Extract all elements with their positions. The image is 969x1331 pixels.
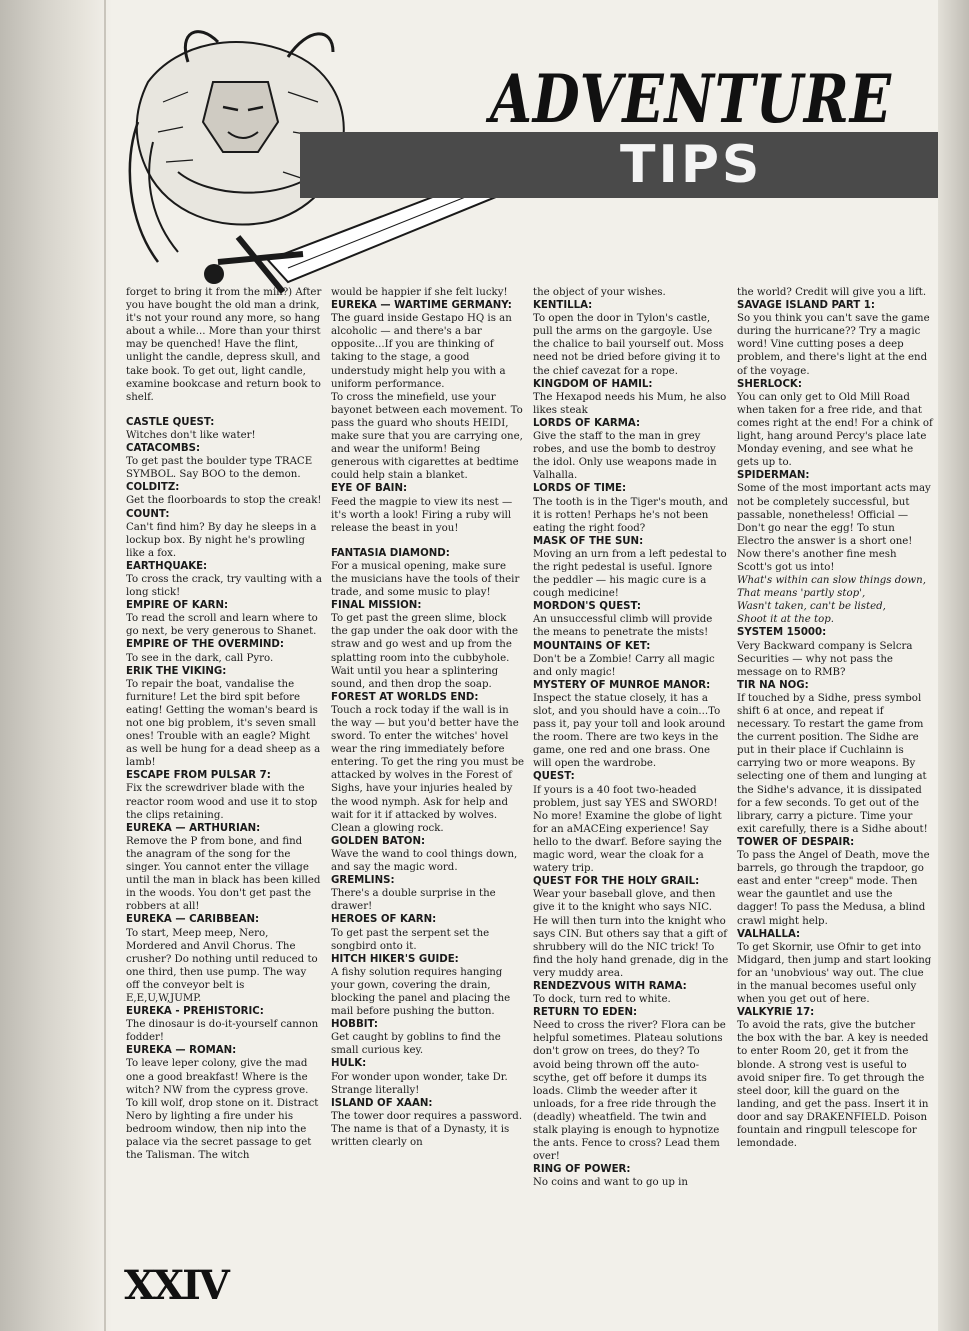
tip-heading: ISLAND OF XAAN: (331, 1097, 433, 1109)
tip-heading: FOREST AT WORLDS END: (331, 691, 479, 703)
tip-text: To get past the green slime, block the gap under the oak door with the straw and go west and up from the splatting room into the cubbyhole. Wait until you hear a splintering sound, and then drop the soap. (331, 613, 519, 690)
tip-text: Get the floorboards to stop the creak! (126, 495, 322, 507)
column-3 (533, 286, 729, 1189)
tip-text: Get caught by goblins to find the small curious key. (331, 1032, 501, 1057)
tip-text: The guard inside Gestapo HQ is an alcoholic — and there's a bar opposite...If you are thinking of taking to the stage, a good understudy might help you with a uniform performance. (331, 313, 512, 390)
tip-heading: HEROES OF KARN: (331, 914, 437, 926)
tip-verse-line: Wasn't taken, can't be listed, (737, 601, 886, 613)
tip-heading: MASK OF THE SUN: (533, 535, 644, 547)
tip-text: For wonder upon wonder, take Dr. Strange literally! (331, 1071, 508, 1096)
tip-text: Inspect the statue closely, it has a slot, and you should have a coin...To pass it, pay your toll and look around the room. There are two keys in the game, one red and one brass. One will open the wardrobe. (533, 692, 726, 770)
tip-text: Touch a rock today if the wall is in the way — but you'd better have the sword. To enter the witches' hovel wear the ring immediately before entering. To get the ring you must be attacked by wolves in the Forest of Sighs, have your injuries healed by the wood nymph. Ask for help and wait for it if attacked by wolves. Clean a glowing rock. (331, 704, 525, 834)
tip-text: To open the door in Tylon's castle, pull the arms on the gargoyle. Use the chalice to bail yourself out. Moss need not be dried before giving it to the chief cavezat for a rope. (533, 313, 724, 377)
tip-text: To dock, turn red to white. (533, 994, 671, 1006)
tip-text: The Hexapod needs his Mum, he also likes steak (533, 391, 727, 416)
tip-heading: SPIDERMAN: (737, 470, 810, 482)
tip-heading: CATACOMBS: (126, 443, 201, 455)
tip-text: To cross the minefield, use your bayonet between each movement. To pass the guard who shouts HEIDI, make sure that you are carrying one, and wear the uniform! Being generous with cigarettes at bedtime could help stain a blanket. (331, 391, 523, 482)
tip-heading: FINAL MISSION: (331, 600, 422, 612)
tip-heading: LORDS OF TIME: (533, 483, 627, 495)
tip-text: If yours is a 40 foot two-headed problem, just say YES and SWORD! No more! Examine the globe of light for an aMACEing experience! Say hello to the dwarf. Before saying the magic word, wear the cloak for a watery trip. (533, 784, 722, 875)
tip-heading: EUREKA — CARIBBEAN: (126, 914, 260, 926)
tip-heading: QUEST FOR THE HOLY GRAIL: (533, 876, 700, 888)
tip-heading: SHERLOCK: (737, 378, 802, 390)
column-1 (126, 286, 322, 1162)
page-title: ADVENTURE (490, 60, 892, 138)
binding-crease (104, 0, 106, 1331)
tip-text: To read the scroll and learn where to go next, be very generous to Shanet. (126, 613, 318, 638)
tip-text: The tower door requires a password. The name is that of a Dynasty, it is written clearly on (331, 1110, 523, 1148)
tips-banner-bar (300, 132, 938, 198)
page-number: XXIV (124, 1262, 228, 1309)
tip-verse-line: Shoot it at the top. (737, 614, 835, 626)
tip-heading: EUREKA - PREHISTORIC: (126, 1006, 264, 1018)
tip-heading: TIR NA NOG: (737, 679, 809, 691)
tip-heading: EARTHQUAKE: (126, 560, 208, 572)
tip-heading: HULK: (331, 1058, 367, 1070)
tip-text: Some of the most important acts may not be completely successful, but passable, nonetheless! Official — Don't go near the egg! To stun Electro the answer is a short one! Now there's another fine mesh Scott's got us into! (737, 483, 931, 573)
tip-text: No coins and want to go up in (533, 1177, 688, 1189)
tip-text: To start, Meep meep, Nero, Mordered and Anvil Chorus. The crusher? Do nothing until reduced to one third, then use pump. The way off the conveyor belt is E,E,U,W,JUMP. (126, 927, 318, 1004)
tip-text: Can't find him? By day he sleeps in a lockup box. By night he's prowling like a fox. (126, 521, 317, 559)
tip-text: For a musical opening, make sure the musicians have the tools of their trade, and some music to play! (331, 560, 520, 599)
tip-heading: KENTILLA: (533, 300, 593, 312)
tip-text: To get Skornir, use Ofnir to get into Midgard, then jump and start looking for an 'unobvious' way out. The clue in the manual becomes useful only when you get out of here. (737, 941, 932, 1006)
tip-heading: RING OF POWER: (533, 1164, 631, 1176)
tip-heading: ESCAPE FROM PULSAR 7: (126, 770, 271, 782)
paragraph-gap (126, 404, 322, 416)
tip-text: Wave the wand to cool things down, and say the magic word. (331, 848, 518, 874)
tip-text: Moving an urn from a left pedestal to the right pedestal is useful. Ignore the peddler — his magic cure is a cough medicine! (533, 548, 727, 600)
tip-text: If touched by a Sidhe, press symbol shift 6 at once, and repeat if necessary. To restart the game from the current position. The Sidhe are put in their place if Cuchlainn is carrying two or more weapons. By selecting one of them and lunging at the Sidhe's advance, it is dissipated for a few seconds. To get out of the library, carry a picture. Time your exit carefully, there is a Sidhe about! (737, 692, 928, 835)
tip-heading: MOUNTAINS OF KET: (533, 640, 651, 652)
tip-heading: COLDITZ: (126, 482, 180, 494)
tip-heading: GOLDEN BATON: (331, 835, 426, 847)
tip-heading: ERIK THE VIKING: (126, 665, 227, 677)
tip-text: To leave leper colony, give the mad one a good breakfast! Where is the witch? NW from the cypress grove. To kill wolf, drop stone on it. Distract Nero by lighting a fire under his bedroom window, then nip into the palace via the secret passage to get the Talisman. The witch (126, 1058, 319, 1162)
tip-text: Witches don't like water! (126, 429, 256, 441)
tip-heading: HOBBIT: (331, 1019, 378, 1031)
tip-text: would be happier if she felt lucky! (331, 287, 508, 298)
tip-heading: COUNT: (126, 508, 170, 520)
tip-text: So you think you can't save the game during the hurricane?? Try a magic word! Vine cutting poses a deep problem, and there's light at the end of the voyage. (737, 313, 930, 377)
tip-heading: RENDEZVOUS WITH RAMA: (533, 980, 687, 992)
page-subtitle: TIPS (620, 135, 763, 195)
tip-text: To pass the Angel of Death, move the barrels, go through the trapdoor, go east and enter "creep" mode. Then wear the gauntlet and use the dagger! To pass the Medusa, a blind crawl might help. (737, 850, 930, 927)
tip-text: The tooth is in the Tiger's mouth, and it is rotten! Perhaps he's not been eating the right food? (533, 496, 728, 534)
tip-heading: CASTLE QUEST: (126, 416, 215, 428)
tip-text: A fishy solution requires hanging your gown, covering the drain, blocking the panel and placing the mail before pushing the button. (331, 966, 511, 1018)
tip-heading: FANTASIA DIAMOND: (331, 547, 450, 559)
paragraph-gap (331, 535, 525, 547)
tip-text: the object of your wishes. (533, 287, 666, 298)
tip-text: To cross the crack, try vaulting with a long stick! (126, 573, 322, 599)
tip-heading: HITCH HIKER'S GUIDE: (331, 953, 459, 965)
tip-heading: VALHALLA: (737, 928, 801, 940)
tip-heading: EYE OF BAIN: (331, 483, 408, 495)
tip-text: Very Backward company is Selcra Securities — why not pass the message on to RMB? (737, 640, 913, 678)
tip-text: Wear your baseball glove, and then give it to the knight who says NIC. He will then turn into the knight who says CIN. But others say that a gift of shrubbery will do the NIC trick! To find the holy hand grenade, dig in the very muddy area. (533, 889, 729, 979)
page-right-edge (938, 0, 969, 1331)
tip-text: Feed the magpie to view its nest — it's worth a look! Firing a ruby will release the beast in you! (331, 496, 513, 534)
tip-heading: QUEST: (533, 771, 575, 783)
tip-text: Give the staff to the man in grey robes, and use the bomb to destroy the idol. Only use weapons made in Valhalla. (533, 431, 717, 482)
tip-verse-line: What's within can slow things down, (737, 575, 926, 587)
tip-text: To see in the dark, call Pyro. (126, 652, 274, 664)
tip-text: Fix the screwdriver blade with the reactor room wood and use it to stop the clips retaining. (126, 783, 318, 821)
tip-heading: EUREKA — WARTIME GERMANY: (331, 300, 512, 312)
tip-text: Don't be a Zombie! Carry all magic and only magic! (533, 653, 715, 678)
tip-heading: RETURN TO EDEN: (533, 1007, 638, 1019)
tip-heading: EMPIRE OF KARN: (126, 600, 229, 612)
tip-text: The dinosaur is do-it-yourself cannon fodder! (126, 1019, 319, 1044)
tip-text: To get past the serpent set the songbird onto it. (331, 927, 490, 952)
tip-heading: MYSTERY OF MUNROE MANOR: (533, 679, 711, 691)
tip-text: An unsuccessful climb will provide the means to penetrate the mists! (533, 614, 713, 639)
tip-text: Remove the P from bone, and find the anagram of the song for the singer. You cannot enter the village until the man in black has been killed in the woods. You don't get past the robbers at all! (126, 835, 321, 913)
tip-heading: VALKYRIE 17: (737, 1007, 815, 1019)
tip-heading: KINGDOM OF HAMIL: (533, 378, 653, 390)
tip-text: To get past the boulder type TRACE SYMBOL. Say BOO to the demon. (126, 456, 313, 481)
tip-heading: EUREKA — ARTHURIAN: (126, 822, 261, 834)
column-4 (737, 286, 933, 1150)
page-binding-shadow (0, 0, 112, 1331)
tip-heading: EUREKA — ROMAN: (126, 1045, 237, 1057)
tip-heading: EMPIRE OF THE OVERMIND: (126, 639, 284, 651)
tip-text: There's a double surprise in the drawer! (331, 888, 496, 913)
tip-heading: SAVAGE ISLAND PART 1: (737, 300, 875, 312)
tip-heading: SYSTEM 15000: (737, 627, 827, 639)
tip-heading: GREMLINS: (331, 875, 395, 887)
tip-text: To repair the boat, vandalise the furniture! Let the bird spit before eating! Getting the woman's beard is not one big problem, it's seven small ones! Trouble with an eagle? Might as well be hung for a dead sheep as a lamb! (126, 678, 321, 769)
tip-text: the world? Credit will give you a lift. (737, 287, 927, 298)
column-2 (331, 286, 525, 1149)
tip-verse-line: That means 'partly stop', (737, 588, 866, 600)
tip-heading: TOWER OF DESPAIR: (737, 836, 855, 848)
tip-text: forget to bring it from the mill?) After you have bought the old man a drink, it's not your round any more, so hang about a while... More than your thirst may be quenched! Have the flint, unlight the candle, depress skull, and take book. To get out, light candle, examine bookcase and return book to shelf. (126, 287, 322, 403)
tip-heading: MORDON'S QUEST: (533, 601, 641, 613)
tip-text: You can only get to Old Mill Road when taken for a free ride, and that comes right at the end! For a chink of light, hang around Percy's place late Monday evening, and see what he gets up to. (737, 391, 933, 469)
tip-text: Need to cross the river? Flora can be helpful sometimes. Plateau solutions don't grow on trees, do they? To avoid being thrown off the auto-scythe, get off before it dumps its loads. Climb the weeder after it unloads, for a free ride through the (deadly) wheatfield. The twin and stalk playing is enough to hypnotize the ants. Fence to cross? Lead them over! (533, 1020, 726, 1163)
tip-heading: LORDS OF KARMA: (533, 417, 641, 429)
tip-text: To avoid the rats, give the butcher the box with the bar. A key is needed to enter Room 20, get it from the blonde. A strong vest is useful to avoid sniper fire. To get through the steel door, kill the guard on the landing, and get the pass. Insert it in door and say DRAKENFIELD. Poison fountain and ringpull telescope for lemondade. (737, 1020, 929, 1150)
